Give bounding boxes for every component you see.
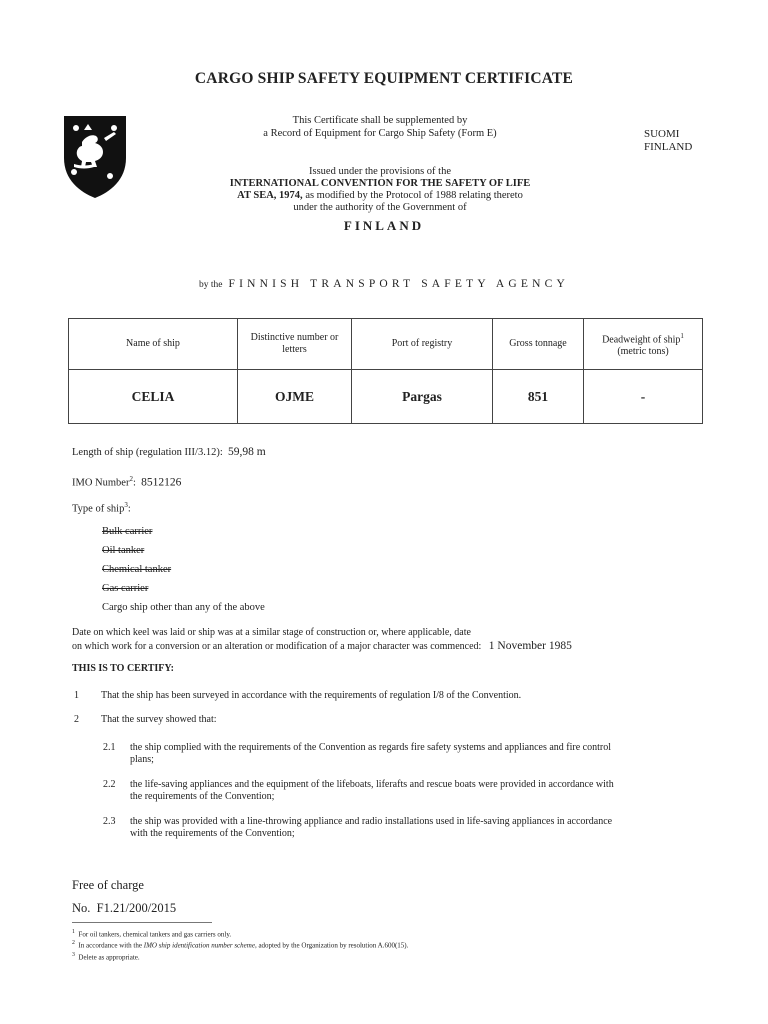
imo-number — [72, 473, 181, 490]
issued-line-4: under the authority of the Government of — [293, 202, 467, 213]
footnote-divider — [72, 922, 212, 923]
type-option-oil-tanker: Oil tanker — [102, 545, 145, 556]
issued-line-3-rest: as modified by the Protocol of 1988 relating thereto — [302, 190, 523, 201]
subitem-2-1-line-1: the ship complied with the requirements of the Convention as regards fire safety systems and appliances and fire control — [130, 742, 611, 753]
supplement-line-1: This Certificate shall be supplemented by — [292, 115, 468, 126]
country-suomi: SUOMI — [644, 128, 680, 140]
table-row — [69, 370, 703, 424]
header-deadweight-text: Deadweight of ship — [602, 334, 681, 346]
header-distinctive-number — [238, 319, 352, 370]
subitem-2-3-line-2: with the requirements of the Convention; — [130, 828, 295, 839]
header-name-of-ship: Name of ship — [69, 319, 238, 370]
ship-particulars-table — [68, 318, 703, 424]
header-distinctive-number-text: Distinctive number or letters — [250, 332, 339, 355]
footnote-2-italic: IMO ship identification number scheme — [143, 941, 255, 950]
imo-value: 8512126 — [141, 476, 182, 489]
imo-colon: : — [132, 477, 136, 489]
type-of-ship-sup: 3 — [124, 501, 128, 509]
certify-heading: THIS IS TO CERTIFY: — [72, 663, 175, 674]
footnote-3 — [72, 951, 408, 962]
certificate-title: CARGO SHIP SAFETY EQUIPMENT CERTIFICATE — [194, 70, 574, 87]
issued-line-3 — [180, 190, 580, 202]
footnote-3-text: Delete as appropriate. — [78, 952, 140, 961]
country-block — [644, 128, 692, 154]
subitem-2-2-line-2: the requirements of the Convention; — [130, 791, 275, 802]
supplement-line-2: a Record of Equipment for Cargo Ship Safety (Form E) — [263, 128, 497, 139]
subitem-2-3-line-1: the ship was provided with a line-throwing appliance and radio installations used in life-saving appliances in accordance — [130, 816, 613, 827]
issued-line-3-bold: AT SEA, 1974, — [237, 190, 303, 201]
type-option-other-cargo-ship: Cargo ship other than any of the above — [102, 602, 265, 613]
issued-line-2: INTERNATIONAL CONVENTION FOR THE SAFETY OF LIFE — [229, 178, 531, 189]
subitem-2-1-num: 2.1 — [103, 742, 116, 753]
type-of-ship-text: Type of ship — [72, 503, 125, 515]
header-gross-tonnage: Gross tonnage — [493, 319, 584, 370]
agency-line — [0, 278, 768, 290]
footnote-1-num: 1 — [72, 929, 75, 935]
footnote-2-pre: In accordance with the — [78, 941, 144, 950]
subitem-2-3-num: 2.3 — [103, 816, 116, 827]
keel-date-line-1: Date on which keel was laid or ship was at a similar stage of construction or, where applicable, date — [72, 627, 471, 638]
header-deadweight — [584, 319, 703, 370]
certify-item-1-text: That the ship has been surveyed in accordance with the requirements of regulation I/8 of the Convention. — [101, 690, 522, 701]
agency-name: FINNISH TRANSPORT SAFETY AGENCY — [228, 278, 569, 290]
government-name: FINLAND — [343, 218, 425, 233]
agency-by: by the — [199, 280, 223, 290]
subitem-2-1-line-2: plans; — [130, 754, 154, 765]
type-of-ship-colon: : — [127, 503, 131, 515]
value-name-of-ship: CELIA — [69, 370, 238, 424]
certify-item-1-num: 1 — [74, 690, 79, 701]
type-option-gas-carrier: Gas carrier — [102, 583, 149, 594]
footnote-3-num: 3 — [72, 951, 75, 958]
keel-date-line-2 — [72, 640, 572, 653]
header-port-of-registry: Port of registry — [352, 319, 493, 370]
footnotes — [72, 928, 408, 962]
table-header-row — [69, 319, 703, 370]
keel-date-value: 1 November 1985 — [488, 640, 572, 652]
ship-length-value: 59,98 m — [228, 446, 266, 458]
ship-length-label: Length of ship (regulation III/3.12): — [72, 447, 223, 458]
keel-date-line-2-text: on which work for a conversion or an alteration or modification of a major character was commenced: — [72, 641, 482, 652]
subitem-2-2-line-1: the life-saving appliances and the equipment of the lifeboats, liferafts and rescue boats were provided in accordance with — [130, 779, 614, 790]
value-gross-tonnage: 851 — [493, 370, 584, 424]
imo-sup: 2 — [129, 475, 133, 483]
certificate-number-label: No. — [72, 901, 91, 915]
issued-under-block — [180, 166, 580, 214]
value-distinctive-number: OJME — [238, 370, 352, 424]
subitem-2-2-num: 2.2 — [103, 779, 116, 790]
value-port-of-registry: Pargas — [352, 370, 493, 424]
supplement-note — [200, 114, 560, 140]
imo-label: IMO Number — [72, 477, 130, 489]
type-option-bulk-carrier: Bulk carrier — [102, 526, 153, 537]
footnote-2 — [72, 939, 408, 950]
header-deadweight-unit: (metric tons) — [617, 346, 669, 358]
certify-item-2-num: 2 — [74, 714, 79, 725]
footnote-1 — [72, 928, 408, 939]
value-deadweight: - — [584, 370, 703, 424]
type-of-ship-label — [72, 499, 131, 516]
footnote-1-text: For oil tankers, chemical tankers and gas carriers only. — [78, 930, 232, 939]
certify-item-2-text: That the survey showed that: — [101, 714, 217, 725]
country-finland: FINLAND — [644, 141, 693, 153]
certificate-number — [72, 901, 176, 916]
footnote-2-post: , adopted by the Organization by resolution A.600(15). — [254, 941, 409, 950]
free-of-charge: Free of charge — [72, 878, 144, 892]
finland-coat-of-arms-icon — [60, 112, 130, 200]
header-deadweight-sup: 1 — [680, 331, 684, 340]
certificate-number-value: F1.21/200/2015 — [96, 901, 177, 915]
issued-line-1: Issued under the provisions of the — [308, 166, 452, 177]
footnote-2-num: 2 — [72, 940, 75, 947]
ship-length — [72, 446, 266, 459]
type-option-chemical-tanker: Chemical tanker — [102, 564, 172, 575]
